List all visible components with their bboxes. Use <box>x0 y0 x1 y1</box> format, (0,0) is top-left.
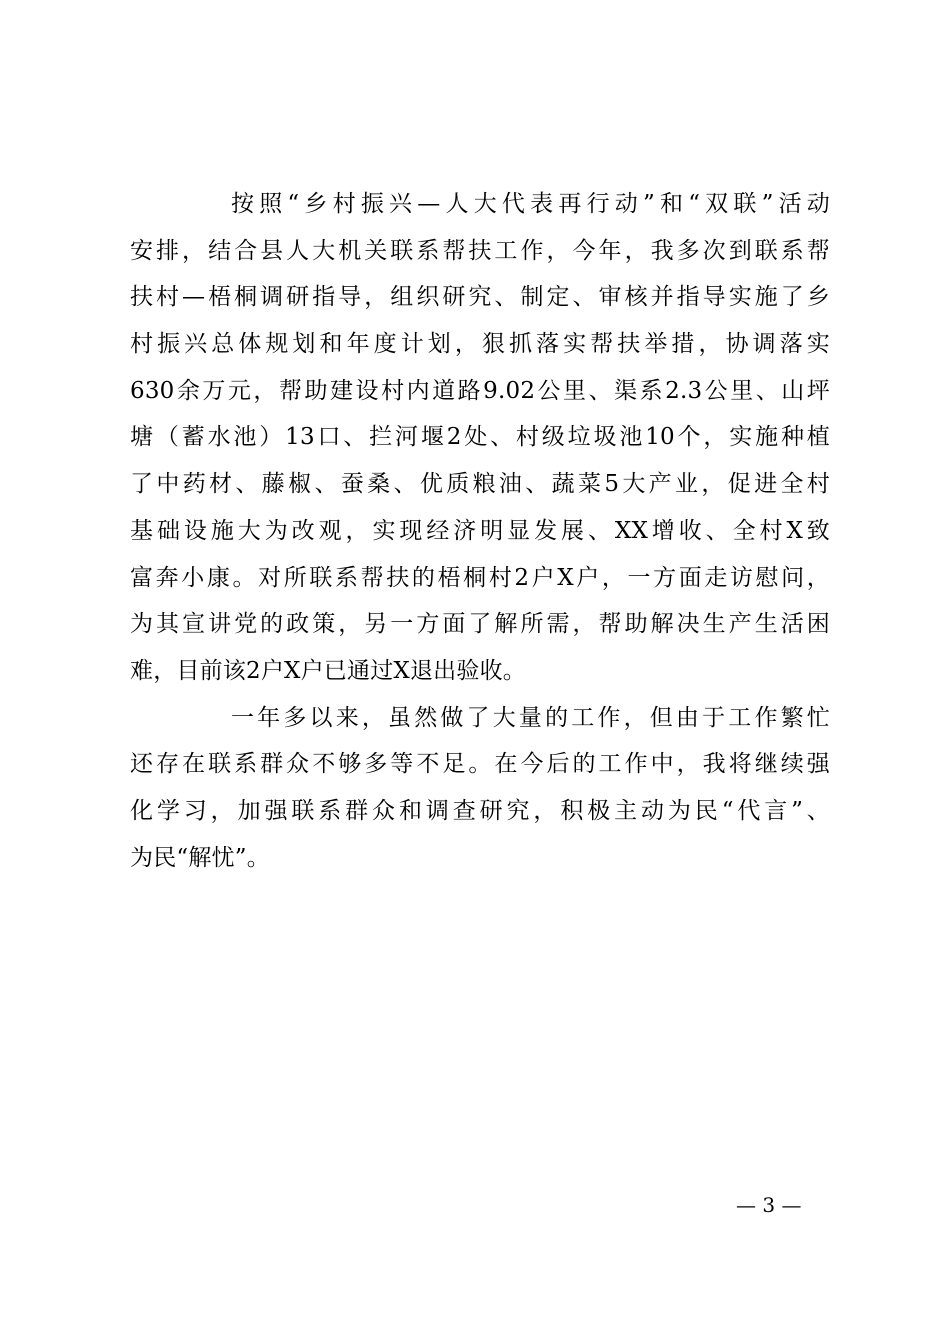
paragraph-1-line-7: 了中药材、藤椒、蚕桑、优质粮油、蔬菜5大产业，促进全村 <box>130 471 830 498</box>
paragraph-1-line-10: 为其宣讲党的政策，另一方面了解所需，帮助解决生产生活困 <box>130 611 830 638</box>
page-number: — 3 — <box>736 1193 802 1217</box>
paragraph-2-line-3: 化学习，加强联系群众和调查研究，积极主动为民“代言”、 <box>130 797 830 824</box>
paragraph-1-line-1: 按照“乡村振兴—人大代表再行动”和“双联”活动 <box>231 191 830 217</box>
paragraph-2-line-4: 为民“解忧”。 <box>130 844 270 871</box>
paragraph-1-line-8: 基础设施大为改观，实现经济明显发展、XX增收、全村X致 <box>130 517 830 544</box>
paragraph-1-line-4: 村振兴总体规划和年度计划，狠抓落实帮扶举措，协调落实 <box>130 331 830 358</box>
paragraph-1-line-9: 富奔小康。对所联系帮扶的梧桐村2户X户，一方面走访慰问， <box>130 564 830 591</box>
paragraph-1-line-2: 安排，结合县人大机关联系帮扶工作，今年，我多次到联系帮 <box>130 237 830 264</box>
paragraph-1-line-5: 630余万元，帮助建设村内道路9.02公里、渠系2.3公里、山坪 <box>130 377 830 404</box>
paragraph-1-line-6: 塘（蓄水池）13口、拦河堰2处、村级垃圾池10个，实施种植 <box>130 424 830 451</box>
paragraph-1-line-3: 扶村—梧桐调研指导，组织研究、制定、审核并指导实施了乡 <box>130 284 830 311</box>
paragraph-2-line-1: 一年多以来，虽然做了大量的工作，但由于工作繁忙 <box>231 704 830 731</box>
paragraph-2-line-2: 还存在联系群众不够多等不足。在今后的工作中，我将继续强 <box>130 751 830 778</box>
body-text <box>130 181 830 881</box>
paragraph-1-line-11: 难，目前该2户X户已通过X退出验收。 <box>130 657 526 684</box>
